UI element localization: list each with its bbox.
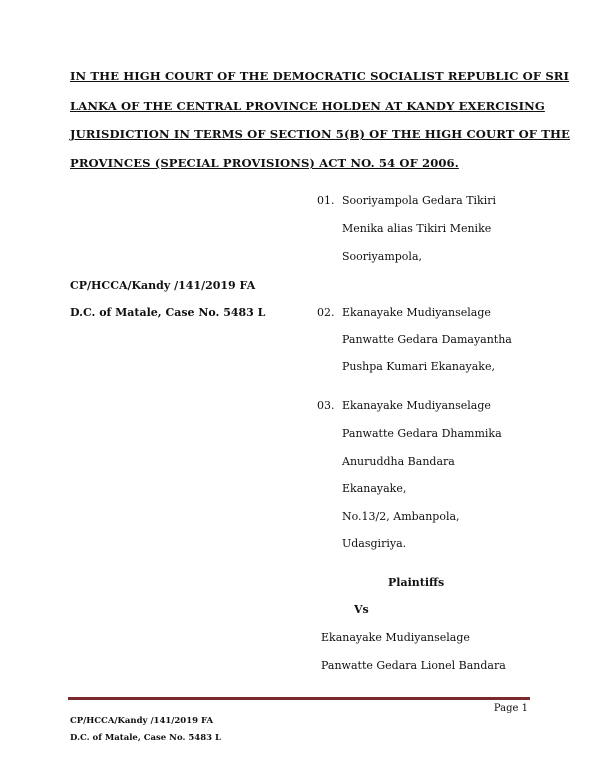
plaintiff-2-line-2: Panwatte Gedara Damayantha [342, 333, 512, 346]
footer-dc-case-number: D.C. of Matale, Case No. 5483 L [70, 733, 221, 743]
plaintiff-1-line-3: Sooriyampola, [342, 250, 422, 263]
plaintiffs-label: Plaintiffs [388, 576, 445, 589]
footer-case-number: CP/HCCA/Kandy /141/2019 FA [70, 716, 214, 726]
dc-case-number: D.C. of Matale, Case No. 5483 L [70, 306, 266, 319]
plaintiff-3-line-1: Ekanayake Mudiyanselage [342, 399, 491, 412]
plaintiff-3-line-4: Ekanayake, [342, 482, 407, 495]
plaintiff-2-line-1: Ekanayake Mudiyanselage [342, 306, 491, 319]
heading-line-3: JURISDICTION IN TERMS OF SECTION 5(B) OF THE HIGH COURT OF THE [70, 127, 570, 141]
plaintiff-1-line-1: Sooriyampola Gedara Tikiri [342, 194, 497, 207]
plaintiff-1-number: 01. [317, 194, 335, 207]
plaintiff-3-line-3: Anuruddha Bandara [342, 455, 455, 468]
defendant-line-1: Ekanayake Mudiyanselage [321, 631, 470, 644]
heading-line-2: LANKA OF THE CENTRAL PROVINCE HOLDEN AT KANDY EXERCISING [70, 99, 545, 113]
heading-line-4: PROVINCES (SPECIAL PROVISIONS) ACT NO. 54 OF 2006. [70, 156, 459, 170]
footer-rule [68, 697, 530, 700]
footer-page-number: Page 1 [493, 703, 528, 714]
plaintiff-2-number: 02. [317, 306, 335, 319]
heading-line-1: IN THE HIGH COURT OF THE DEMOCRATIC SOCIALIST REPUBLIC OF SRI [70, 69, 570, 83]
plaintiff-1-line-2: Menika alias Tikiri Menike [342, 222, 492, 235]
plaintiff-2-line-3: Pushpa Kumari Ekanayake, [342, 360, 495, 373]
plaintiff-3-line-6: Udasgiriya. [342, 537, 407, 550]
vs-label: Vs [354, 603, 369, 616]
plaintiff-3-number: 03. [317, 399, 335, 412]
defendant-line-2: Panwatte Gedara Lionel Bandara [321, 659, 506, 672]
case-number: CP/HCCA/Kandy /141/2019 FA [70, 279, 256, 292]
plaintiff-3-line-5: No.13/2, Ambanpola, [342, 510, 460, 523]
plaintiff-3-line-2: Panwatte Gedara Dhammika [342, 427, 502, 440]
